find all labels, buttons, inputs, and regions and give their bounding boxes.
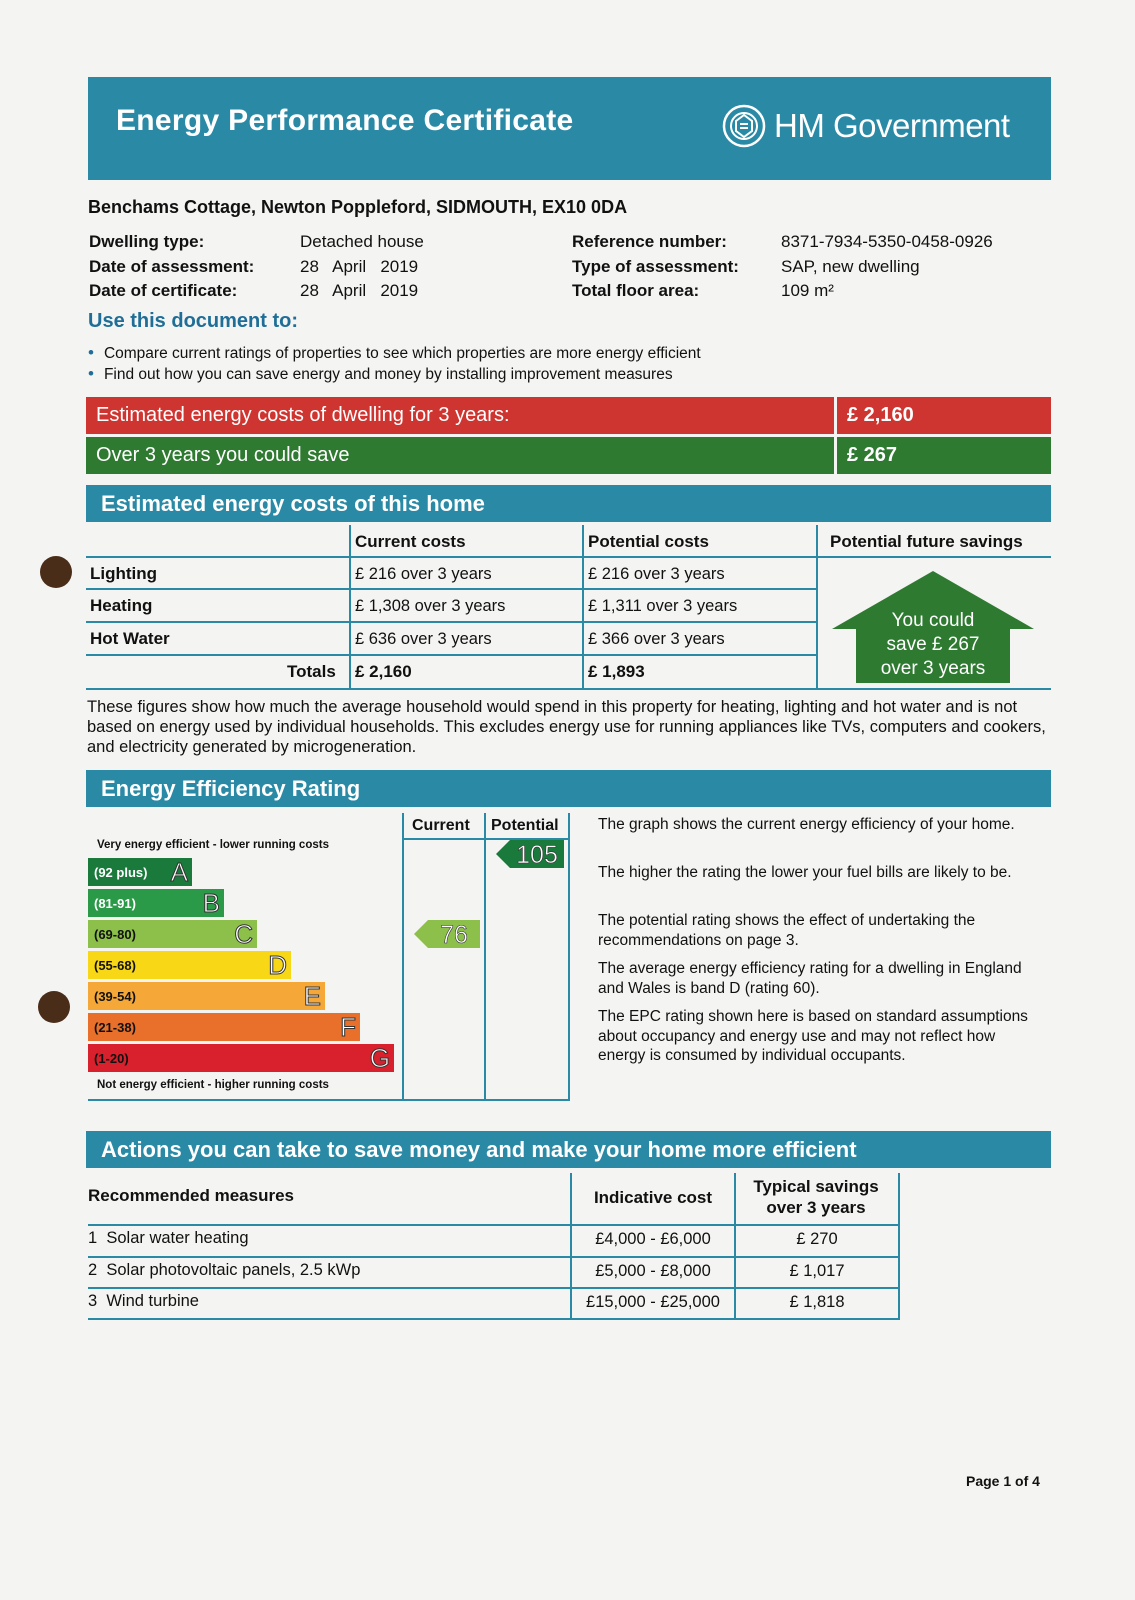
assessment-type-label: Type of assessment: <box>572 257 739 276</box>
rating-band-letter: C <box>234 918 253 949</box>
rating-band-g <box>88 1044 394 1072</box>
costs-section-title: Estimated energy costs of this home <box>101 490 485 516</box>
row-hotwater-potential: £ 366 over 3 years <box>588 630 725 648</box>
punch-hole-top <box>40 556 72 588</box>
actions-table-line <box>88 1287 900 1289</box>
actions-table-line <box>88 1224 900 1226</box>
action-row-3-saving: £ 1,818 <box>789 1293 845 1311</box>
action-row-3-cost: £15,000 - £25,000 <box>586 1293 720 1311</box>
rating-col-current: Current <box>412 817 470 834</box>
costs-table-line <box>86 588 818 590</box>
dwelling-type-label: Dwelling type: <box>89 232 205 251</box>
reference-number-value: 8371-7934-5350-0458-0926 <box>781 232 993 251</box>
action-row-3-measure: 3 Wind turbine <box>88 1292 199 1310</box>
rating-section-title: Energy Efficiency Rating <box>101 775 361 801</box>
savings-value: £ 267 <box>847 444 898 466</box>
costs-note: These figures show how much the average household would spend in this property for heating, lighting and hot water and is not based on energy used by individual households. This excludes energy use for running appliances like TVs, computers and cookers, and electricity generated by microgeneration. <box>87 698 1046 756</box>
actions-section-header <box>86 1131 1051 1168</box>
savings-band <box>86 437 834 474</box>
floor-area-label: Total floor area: <box>572 281 700 300</box>
property-address: Benchams Cottage, Newton Poppleford, SIDMOUTH, EX10 0DA <box>88 197 628 217</box>
action-row-1-measure: 1 Solar water heating <box>88 1229 249 1247</box>
rating-band-f <box>88 1013 360 1041</box>
actions-table-line <box>88 1318 900 1320</box>
savings-label: Over 3 years you could save <box>96 444 350 466</box>
rating-band-letter: G <box>369 1042 390 1073</box>
costs-table-vline <box>816 525 818 689</box>
rating-band-range: (92 plus) <box>94 864 148 880</box>
floor-area-value: 109 m² <box>781 281 834 300</box>
rating-band-range: (21-38) <box>94 1019 136 1035</box>
use-document-heading: Use this document to: <box>88 310 299 332</box>
rating-band-letter: D <box>268 949 287 980</box>
header-potential-savings: Potential future savings <box>830 532 1023 551</box>
costs-table-vline <box>349 525 351 689</box>
rating-band-letter: F <box>340 1011 356 1042</box>
action-row-2-cost: £5,000 - £8,000 <box>595 1262 711 1280</box>
assessment-date-value: 28 April 2019 <box>300 257 419 276</box>
rating-band-letter: B <box>202 887 220 918</box>
costs-section-header <box>86 485 1051 522</box>
rating-band-range: (1-20) <box>94 1050 129 1066</box>
savings-arrow-line-1: You could <box>891 610 975 631</box>
rating-band-range: (81-91) <box>94 895 136 911</box>
rating-band-c <box>88 920 257 948</box>
row-lighting-label: Lighting <box>90 564 158 583</box>
assessment-date-label: Date of assessment: <box>89 257 255 276</box>
rating-top-note: Very energy efficient - lower running costs <box>97 839 329 851</box>
costs-table-line <box>86 654 818 656</box>
certificate-date-label: Date of certificate: <box>89 281 238 300</box>
page-title: Energy Performance Certificate <box>116 104 574 137</box>
action-row-2-measure: 2 Solar photovoltaic panels, 2.5 kWp <box>88 1261 361 1279</box>
hm-government-logo <box>722 104 1010 148</box>
totals-current: £ 2,160 <box>355 662 412 681</box>
rating-arrows <box>400 840 570 1100</box>
row-heating-current: £ 1,308 over 3 years <box>355 597 506 615</box>
costs-table-line <box>86 621 818 623</box>
royal-crest-icon <box>722 104 766 148</box>
actions-section-title: Actions you can take to save money and make your home more efficient <box>101 1136 857 1162</box>
actions-header-measures: Recommended measures <box>88 1186 294 1205</box>
rating-explanation-1: The graph shows the current energy efficiency of your home. <box>598 816 1015 833</box>
rating-section-header <box>86 770 1051 807</box>
row-lighting-current: £ 216 over 3 years <box>355 565 492 583</box>
header-potential-costs: Potential costs <box>588 532 709 551</box>
actions-table-vline <box>898 1173 900 1319</box>
estimated-costs-band <box>86 397 834 434</box>
assessment-type-value: SAP, new dwelling <box>781 257 920 276</box>
costs-table-line <box>86 688 1051 690</box>
rating-explanation-3: The potential rating shows the effect of undertaking the recommendations on page 3. <box>598 912 976 949</box>
costs-table-line <box>86 556 818 558</box>
totals-potential: £ 1,893 <box>588 662 645 681</box>
savings-value-box <box>837 437 1051 474</box>
rating-band-b <box>88 889 224 917</box>
row-hotwater-current: £ 636 over 3 years <box>355 630 492 648</box>
rating-explanation-4: The average energy efficiency rating for a dwelling in England and Wales is band D (rating 60). <box>598 960 1022 997</box>
savings-arrow-text <box>856 609 1010 681</box>
actions-header-savings: Typical savings over 3 years <box>753 1177 879 1217</box>
dwelling-type-value: Detached house <box>300 232 424 251</box>
actions-table-line <box>88 1256 900 1258</box>
use-bullet-2: • Find out how you can save energy and money by installing improvement measures <box>88 364 673 384</box>
reference-number-label: Reference number: <box>572 232 727 251</box>
page-number: Page 1 of 4 <box>966 1473 1040 1489</box>
potential-rating-value: 105 <box>516 841 558 869</box>
punch-hole-bottom <box>38 991 70 1023</box>
costs-table-vline <box>582 525 584 689</box>
row-heating-label: Heating <box>90 596 153 615</box>
row-heating-potential: £ 1,311 over 3 years <box>588 597 738 615</box>
estimated-costs-label: Estimated energy costs of dwelling for 3 years: <box>96 404 510 426</box>
rating-band-a <box>88 858 192 886</box>
costs-table-line <box>818 556 1051 558</box>
rating-band-range: (39-54) <box>94 988 136 1004</box>
rating-band-letter: E <box>303 980 321 1011</box>
rating-band-range: (55-68) <box>94 957 136 973</box>
action-row-1-cost: £4,000 - £6,000 <box>595 1230 711 1248</box>
rating-explanation-5: The EPC rating shown here is based on standard assumptions about occupancy and energy use and may not reflect how energy is consumed by individual occupants. <box>598 1008 1028 1064</box>
rating-bottom-note: Not energy efficient - higher running costs <box>97 1079 329 1091</box>
totals-label: Totals <box>287 662 336 681</box>
action-row-2-saving: £ 1,017 <box>789 1262 845 1280</box>
rating-band-letter: A <box>170 856 188 887</box>
rating-band-d <box>88 951 291 979</box>
row-hotwater-label: Hot Water <box>90 629 170 648</box>
row-lighting-potential: £ 216 over 3 years <box>588 565 725 583</box>
action-row-1-saving: £ 270 <box>796 1230 838 1248</box>
use-bullet-1: • Compare current ratings of properties to see which properties are more energy efficient <box>88 343 701 363</box>
savings-arrow-line-2: save £ 267 <box>886 634 980 655</box>
rating-col-potential: Potential <box>491 817 559 834</box>
rating-band-e <box>88 982 325 1010</box>
estimated-costs-value: £ 2,160 <box>847 404 914 426</box>
certificate-date-value: 28 April 2019 <box>300 281 419 300</box>
rating-band-range: (69-80) <box>94 926 136 942</box>
current-rating-value: 76 <box>440 921 468 949</box>
brand-name: HM Government <box>774 107 1010 144</box>
actions-header-cost: Indicative cost <box>593 1188 713 1207</box>
savings-arrow-line-3: over 3 years <box>880 658 986 679</box>
header-current-costs: Current costs <box>355 532 466 551</box>
rating-explanation-2: The higher the rating the lower your fuel bills are likely to be. <box>598 864 1012 881</box>
estimated-costs-value-box <box>837 397 1051 434</box>
